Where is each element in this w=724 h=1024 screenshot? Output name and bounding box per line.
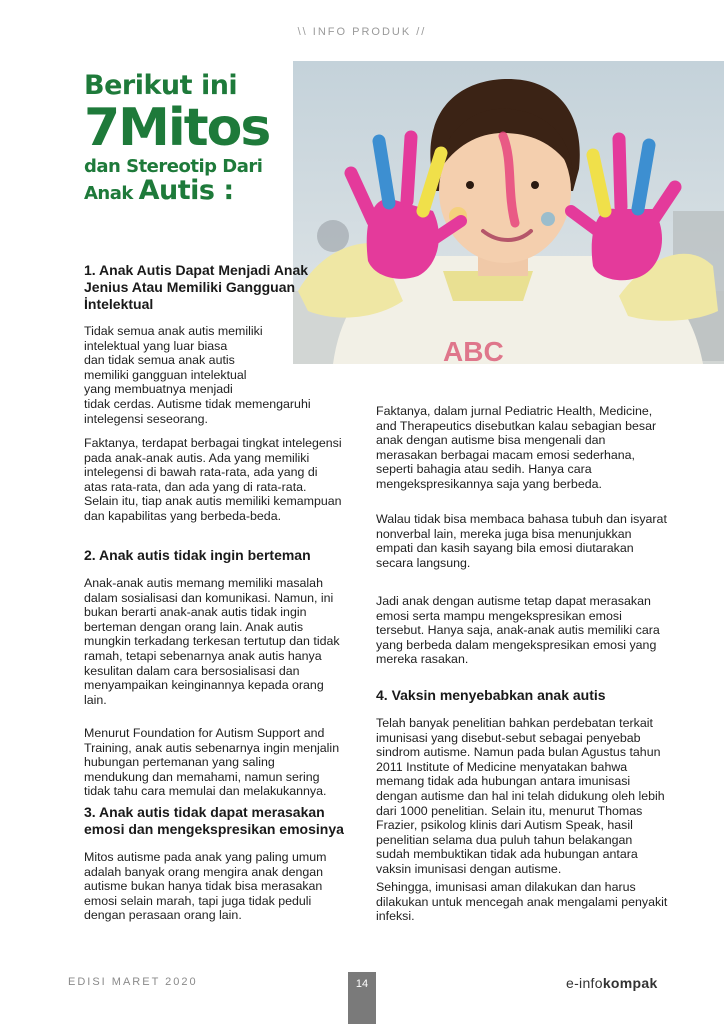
section-1-paragraph-2: Faktanya, terdapat berbagai tingkat intelegensi pada anak-anak autis. Ada yang memiliki intelegensi di bawah rata-rata, ada yang di atas rata-rata, dan ada yang di rata-rata. Selain itu, tiap anak autis memiliki kemampuan dan kapabilitas yang berbeda-beda.	[84, 436, 342, 523]
title-line-2: 7Mitos	[84, 98, 270, 159]
section-3-paragraph-1: Mitos autisme pada anak yang paling umum adalah banyak orang mengira anak dengan autisme bukan hanya tidak bisa merasakan emosi selain marah, tapi juga tidak peduli dengan perasaan orang lain.	[84, 850, 327, 923]
child-painted-hands-photo	[293, 61, 724, 364]
title-line-1: Berikut ini	[84, 70, 238, 101]
section-heading: 1. Anak Autis Dapat Menjadi Anak Jenius Atau Memiliki Gangguan İntelektual	[84, 262, 309, 312]
section-4-paragraph-1: Telah banyak penelitian bahkan perdebatan terkait imunisasi yang disebut-sebut sebagai penyebab sindrom autisme. Namun pada bulan Agustus tahun 2011 Institute of Medicine menyatakan bahwa memang tidak ada hubungan antara imunisasi dengan autisme dan hal ini telah didukung oleh lebih dari 1000 penelitian. Selain itu, menurut Thomas Frazier, psikolog klinis dari Autism Speak, hasil penelitian selama dua puluh tahun belakangan sudah membuktikan tidak ada hubungan antara vaksin imunisasi dengan autisme.	[376, 716, 665, 876]
section-2-paragraph-1: Anak-anak autis memang memiliki masalah dalam sosialisasi dan komunikasi. Namun, ini bukan berarti anak-anak autis tidak ingin berteman dengan orang lain. Anak autis mungkin terkadang terkesan tertutup dan tidak ramah, tetapi sebenarnya anak autis hanya kesulitan dalam cara bersosialisasi dan menyampaikan keinginannya kepada orang lain.	[84, 576, 340, 707]
section-3-paragraph-2: Faktanya, dalam jurnal Pediatric Health, Medicine, and Therapeutics disebutkan kalau sebagian besar anak dengan autisme bisa mengenali dan merasakan berbagai macam emosi sederhana, seperti bahagia atau sedih. Hanya cara mengekspresikannya saja yang berbeda.	[376, 404, 657, 491]
edition-label: EDISI MARET 2020	[68, 976, 198, 988]
title-line-3: dan Stereotip Dari	[84, 156, 263, 178]
section-3-paragraph-3: Walau tidak bisa membaca bahasa tubuh dan isyarat nonverbal lain, mereka juga bisa menunjukkan empati dan kasih sayang bila emosi diutarakan secara langsung.	[376, 512, 667, 570]
section-heading: 3. Anak autis tidak dapat merasakan emosi dan mengekspresikan emosinya	[84, 804, 344, 837]
brand-logo: e-infokompak	[566, 975, 658, 991]
page-number: 14	[348, 972, 376, 1024]
section-tag: \\ INFO PRODUK //	[297, 26, 427, 38]
section-1-paragraph-1: Tidak semua anak autis memiliki intelektual yang luar biasa dan tidak semua anak autis memiliki gangguan intelektual yang membuatnya menjadi tidak cerdas. Autisme tidak memengaruhi intelegensi seseorang.	[84, 324, 311, 426]
title-line-4: Anak Autis :	[84, 175, 234, 207]
section-3-paragraph-4: Jadi anak dengan autisme tetap dapat merasakan emosi serta mampu mengekspresikan emosi tersebut. Hanya saja, anak-anak autis memiliki cara yang berbeda dalam mengekspresikan emosi yang mereka rasakan.	[376, 594, 660, 667]
svg-text:ABC: ABC	[443, 336, 504, 364]
section-heading: 2. Anak autis tidak ingin berteman	[84, 547, 311, 563]
section-2-paragraph-2: Menurut Foundation for Autism Support and Training, anak autis sebenarnya ingin menjalin hubungan pertemanan yang saling mendukung dan memahami, namun sering tidak tahu cara memulai dan melakukannya.	[84, 726, 340, 799]
page-title	[84, 72, 269, 206]
section-4-paragraph-2: Sehingga, imunisasi aman dilakukan dan harus dilakukan untuk mencegah anak mengalami penyakit infeksi.	[376, 880, 668, 924]
section-1	[84, 262, 344, 313]
section-heading: 4. Vaksin menyebabkan anak autis	[376, 687, 606, 703]
